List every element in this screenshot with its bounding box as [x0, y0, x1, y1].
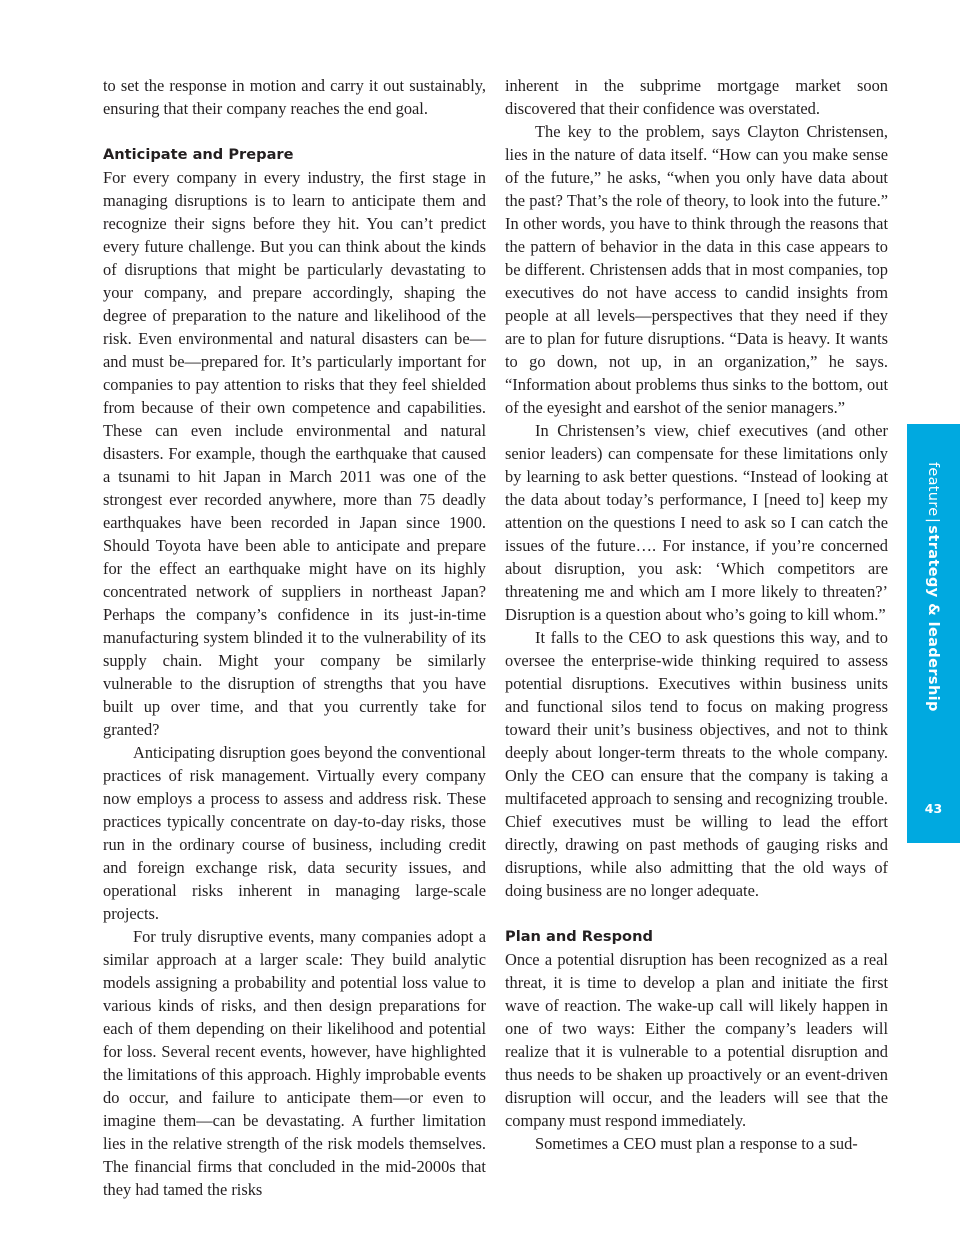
body-paragraph: In Christensen’s view, chief executives (and other senior leaders) can compensate for these limitations only by learning to ask better questions. “Instead of looking at the data about today’s performance, I [need to] keep my attention on the questions I need to ask so I can catch the issues of the future…. For instance, if you’re concerned about disruption, you ask: ‘Which competitors are threatening me and which am I more likely to threaten?’ Disruption is a question about who’s going to kill whom.” [505, 421, 888, 624]
section-label [915, 462, 951, 762]
section-name: feature [925, 462, 941, 517]
body-paragraph: Once a potential disruption has been recognized as a real threat, it is time to develop a plan and initiate the first wave of reaction. The wake-up call will likely happen in one of two ways: Either the company’s leaders will realize that it is vulnerable to a potential disruption and thus needs to be shaken up proactively or an event-driven disruption will occur, and the leaders will see that the company must respond immediately. [505, 950, 888, 1130]
body-paragraph: It falls to the CEO to ask questions this way, and to oversee the enterprise-wide thinking required to assess potential disruptions. Executives within business units and functional silos tend to focus on making progress toward their unit’s business objectives, and not to think deeply about longer-term threats to the whole company. Only the CEO can ensure that the company is taking a multifaceted approach to sensing and recognizing trouble. Chief executives must be willing to lead the effort directly, drawing on past methods of gauging risks and disruptions, while also admitting that the old ways of doing business are no longer adequate. [505, 628, 888, 900]
body-paragraph: The key to the problem, says Clayton Christensen, lies in the nature of data itself. “How can you make sense of the future,” he asks, “when you only have data about the past? That’s the role of theory, to look into the future.” In other words, you have to think through the reasons that the pattern of behavior in the data in this case appears to be different. Christensen adds that in most companies, top executives do not have access to candid insights from people at all levels—perspectives that they need if they are to plan for future disruptions. “Data is heavy. It wants to go down, not up, in an organization,” he says. “Information about problems thus sinks to the bottom, out of the eyesight and earshot of the senior managers.” [505, 122, 888, 417]
right-column [505, 74, 888, 1155]
body-paragraph: Sometimes a CEO must plan a response to a sud- [535, 1134, 858, 1153]
body-paragraph: For every company in every industry, the first stage in managing disruptions is to learn to anticipate them and recognize their signs before they hit. You can’t predict every future challenge. But you can think about the kinds of disruptions that might be particularly devastating to your company, and prepare accordingly, shaping the degree of preparation to the nature and likelihood of the risk. Even environmental and natural disasters can be—and must be—prepared for. It’s particularly important for companies to pay attention to risks that they feel shielded from because of their own competence and capabilities. These can even include environmental and natural disasters. For example, though the earthquake that caused a tsunami to hit Japan in March 2011 was one of the strongest ever recorded anywhere, more than 75 deadly earthquakes have been recorded in Japan since 1900. Should Toyota have been able to anticipate and prepare for the effect an earthquake might have on its highly concentrated network of suppliers in northeast Japan? Perhaps the company’s confidence in its just-in-time manufacturing system blinded it to the vulnerability of its supply chain. Might your company be similarly vulnerable to the disruption of strengths that you have built up over time, and that you currently take for granted? [103, 168, 486, 739]
body-paragraph: to set the response in motion and carry it out sustainably, ensuring that their company reaches the end goal. [103, 76, 486, 118]
section-separator: | [925, 518, 941, 524]
page-number: 43 [924, 801, 943, 816]
section-heading-anticipate: Anticipate and Prepare [103, 146, 294, 163]
left-column [103, 74, 486, 1201]
body-paragraph: inherent in the subprime mortgage market soon discovered that their confidence was overstated. [505, 76, 888, 118]
body-paragraph: Anticipating disruption goes beyond the conventional practices of risk management. Virtually every company now employs a process to assess and address risk. These practices typically concentrate on day-to-day risks, those run in the ordinary course of business, including credit and foreign exchange risk, data security issues, and operational risks inherent in managing large-scale projects. [103, 743, 486, 923]
section-topic: strategy & leadership [925, 525, 941, 712]
section-heading-plan: Plan and Respond [505, 928, 653, 945]
body-paragraph: For truly disruptive events, many companies adopt a similar approach at a larger scale: They build analytic models assigning a probability and potential loss value to various kinds of risks, and then design preparations for each of them depending on their likelihood and potential for loss. Several recent events, however, have highlighted the limitations of this approach. Highly improbable events do occur, and failure to anticipate them—or even to imagine them—can be devastating. A further limitation lies in the relative strength of the risk models themselves. The financial firms that concluded in the mid-2000s that they had tamed the risks [103, 927, 486, 1199]
section-side-tab [907, 424, 960, 843]
